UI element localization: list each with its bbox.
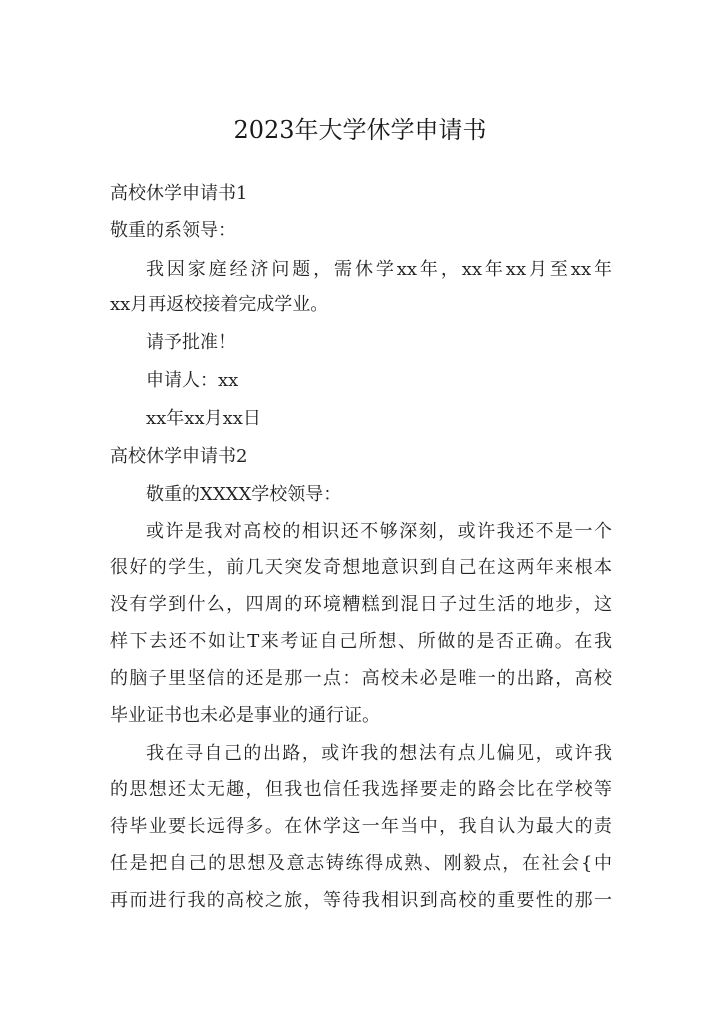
section2-para2-line: 再而进行我的高校之旅，等待我相识到高校的重要性的那一 xyxy=(110,890,612,911)
section2-para1-line: 没有学到什么，四周的环境糟糕到混日子过生活的地步，这 xyxy=(110,594,612,615)
section2-para1-line: 或许是我对高校的相识还不够深刻，或许我还不是一个 xyxy=(146,521,612,542)
section1-para1-line: 我因家庭经济问题，需休学xx年，xx年xx月至xx年 xyxy=(146,259,612,280)
section1-heading: 高校休学申请书1 xyxy=(110,183,248,204)
document-title: 2023年大学休学申请书 xyxy=(233,116,487,144)
section2-para2-line: 待毕业要长远得多。在休学这一年当中，我自认为最大的责 xyxy=(110,816,612,837)
section1-salutation: 敬重的系领导： xyxy=(110,220,236,241)
section2-para1-line: 样下去还不如让T来考证自己所想、所做的是否正确。在我 xyxy=(110,631,612,652)
section1-request: 请予批准！ xyxy=(146,332,236,353)
section2-para1-line: 毕业证书也未必是事业的通行证。 xyxy=(110,705,380,726)
section2-para2-line: 的思想还太无趣，但我也信任我选择要走的路会比在学校等 xyxy=(110,779,612,800)
section1-applicant: 申请人：xx xyxy=(146,370,239,391)
section2-heading: 高校休学申请书2 xyxy=(110,446,248,467)
section2-para1-line: 的脑子里坚信的还是那一点：高校未必是唯一的出路，高校 xyxy=(110,668,612,689)
section2-para2-line: 我在寻自己的出路，或许我的想法有点儿偏见，或许我 xyxy=(146,743,612,764)
section2-salutation: 敬重的XXXX学校领导： xyxy=(146,484,342,505)
section2-para1-line: 很好的学生，前几天突发奇想地意识到自己在这两年来根本 xyxy=(110,557,612,578)
section2-para2-line: 任是把自己的思想及意志铸练得成熟、刚毅点，在社会{中 xyxy=(110,853,612,874)
section1-para1-line: xx月再返校接着完成学业。 xyxy=(110,294,329,315)
section1-date: xx年xx月xx日 xyxy=(146,408,261,429)
